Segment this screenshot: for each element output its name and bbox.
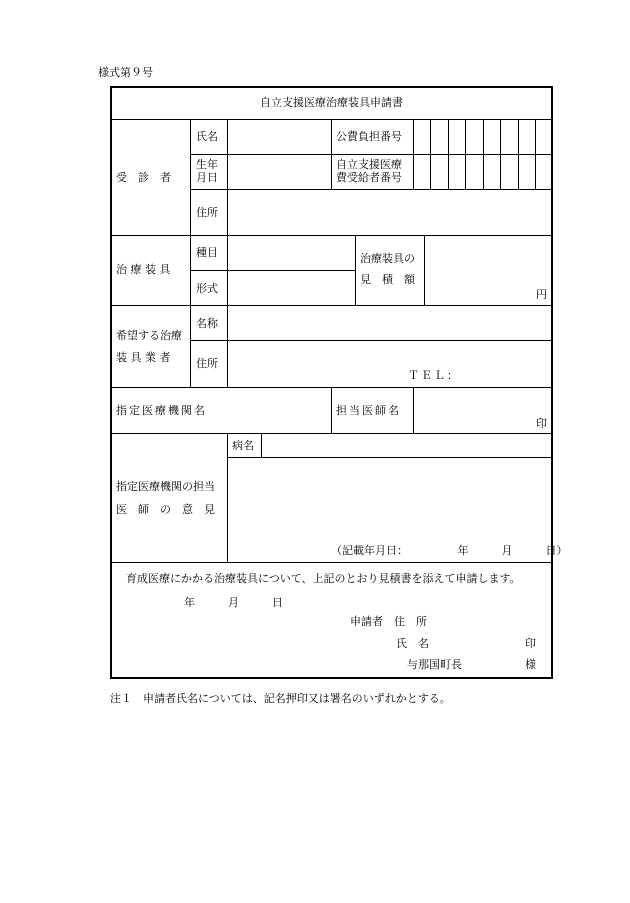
- recipient-number-label-line2: 費受給者番号: [336, 171, 402, 184]
- opinion-section-label-line1: 指定医療機関の担当: [116, 480, 215, 493]
- applicant-seal-mark: 印: [525, 637, 536, 650]
- form-title: 自立支援医療治療装具申請書: [260, 96, 403, 109]
- disease-field[interactable]: [262, 435, 551, 456]
- device-section-label: 治 療 装 具: [116, 263, 171, 276]
- device-type-label: 種目: [196, 246, 218, 259]
- public-burden-number-cells[interactable]: [414, 121, 552, 188]
- divider: [111, 433, 552, 434]
- addressee: 与那国町長: [407, 658, 462, 671]
- applicant-name-label: 氏 名: [396, 637, 429, 650]
- public-burden-number-label: 公費負担番号: [336, 130, 402, 143]
- declaration-statement: 育成医療にかかる治療装具について、上記のとおり見積書を添えて申請します。: [126, 572, 521, 585]
- device-type-field[interactable]: [228, 237, 354, 269]
- vendor-address-field[interactable]: [228, 342, 551, 386]
- doctor-label: 担当医師名: [336, 404, 401, 417]
- divider: [190, 189, 552, 190]
- patient-address-label: 住所: [196, 206, 218, 219]
- institution-label: 指定医療機関名: [116, 404, 207, 417]
- device-model-label: 形式: [196, 282, 218, 295]
- divider: [190, 270, 355, 271]
- addressee-honorific: 様: [525, 658, 536, 671]
- vendor-address-label: 住所: [196, 357, 218, 370]
- device-model-field[interactable]: [228, 272, 354, 304]
- vendor-section-label-line1: 希望する治療: [116, 329, 182, 342]
- divider: [355, 235, 356, 305]
- divider: [111, 235, 552, 236]
- doctor-seal-mark: 印: [536, 417, 547, 430]
- recipient-number-label-line1: 自立支援医療: [336, 158, 402, 171]
- divider: [190, 119, 191, 387]
- declaration-date: 年 月 日: [184, 596, 283, 609]
- divider: [190, 340, 552, 341]
- patient-section-label: 受 診 者: [116, 171, 171, 184]
- opinion-field[interactable]: [228, 459, 551, 537]
- patient-name-label: 氏名: [196, 130, 218, 143]
- patient-name-field[interactable]: [228, 121, 330, 153]
- divider: [331, 387, 332, 433]
- birthdate-label-line1: 生年: [196, 158, 218, 171]
- divider: [227, 457, 552, 458]
- divider: [111, 562, 552, 563]
- divider: [111, 305, 552, 306]
- doctor-name-field[interactable]: [414, 389, 551, 432]
- form-number: 様式第９号: [98, 66, 153, 79]
- vendor-name-label: 名称: [196, 317, 218, 330]
- applicant-address-label: 申請者 住 所: [350, 615, 427, 628]
- patient-address-field[interactable]: [228, 191, 551, 234]
- birthdate-field[interactable]: [228, 156, 330, 188]
- estimate-label-line1: 治療装具の: [360, 252, 415, 265]
- vendor-section-label-line2: 装 具 業 者: [116, 351, 171, 364]
- yen-unit: 円: [536, 288, 547, 301]
- opinion-section-label-line2: 医 師 の 意 見: [116, 503, 215, 516]
- birthdate-label-line2: 月日: [196, 171, 218, 184]
- institution-name-field[interactable]: [228, 389, 330, 432]
- estimate-amount-field[interactable]: [425, 237, 551, 304]
- vendor-name-field[interactable]: [228, 307, 551, 339]
- footnote: 注１ 申請者氏名については、記名押印又は署名のいずれかとする。: [110, 692, 451, 705]
- estimate-label-line2: 見 積 額: [360, 273, 415, 286]
- divider: [331, 119, 332, 189]
- opinion-date-text: （記載年月日： 年 月 日）: [331, 544, 568, 557]
- vendor-tel-label: ＴＥＬ：: [408, 369, 460, 382]
- disease-label: 病名: [232, 439, 254, 452]
